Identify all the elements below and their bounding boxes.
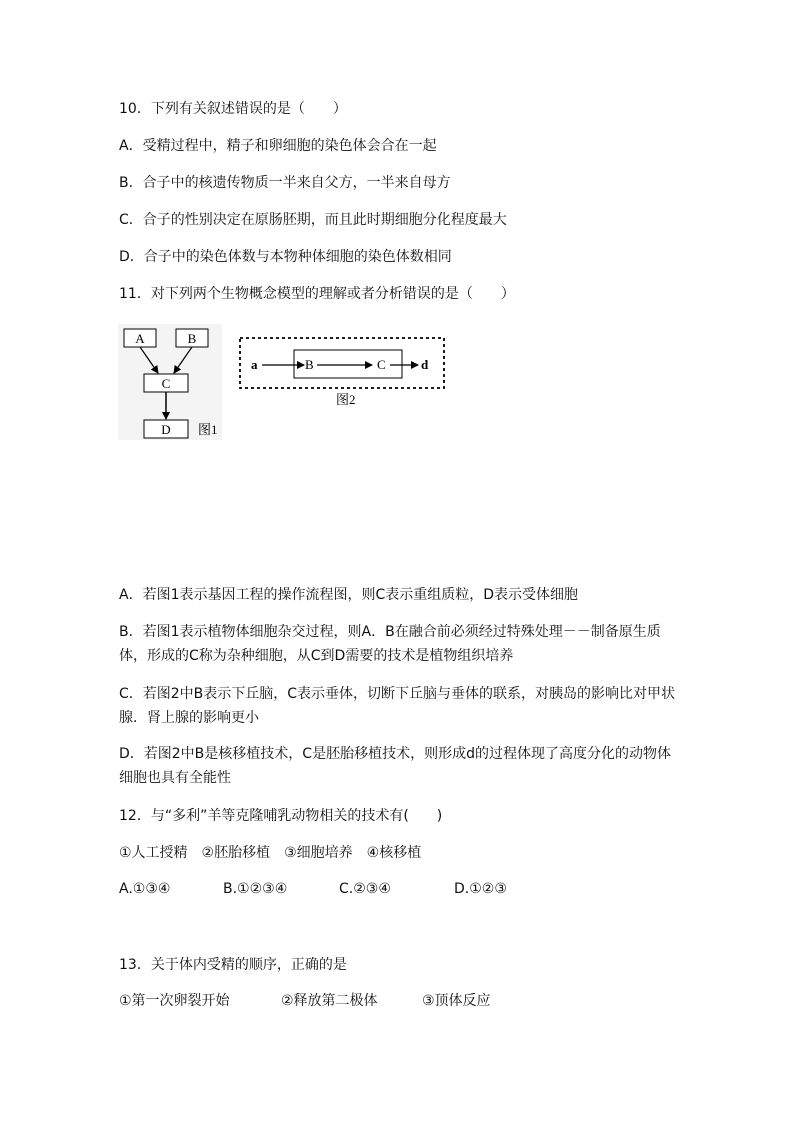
figure2-label-end: d	[421, 357, 429, 372]
q11-option-a: A．若图1表示基因工程的操作流程图，则C表示重组质粒，D表示受体细胞	[119, 587, 579, 603]
q12-option-c: C.②③④	[339, 881, 391, 897]
q10-option-d: D．合子中的染色体数与本物种体细胞的染色体数相同	[119, 249, 452, 265]
figure1-caption: 图1	[198, 422, 218, 437]
q13-stem: 13．关于体内受精的顺序，正确的是	[119, 957, 347, 973]
figure2-frame	[240, 338, 444, 388]
q12-items: ①人工授精 ②胚胎移植 ③细胞培养 ④核移植	[119, 845, 422, 861]
figure1-label-c: C	[161, 376, 171, 391]
figure1-label-b: B	[187, 331, 197, 346]
q12-option-a: A.①③④	[119, 881, 171, 897]
q12-stem: 12．与“多利”羊等克隆哺乳动物相关的技术有( )	[119, 808, 443, 824]
q10-option-b: B．合子中的核遗传物质一半来自父方，一半来自母方	[119, 175, 451, 191]
q13-item-1: ①第一次卵裂开始	[119, 993, 230, 1009]
figure2-label-start: a	[251, 357, 258, 372]
q11-option-d: D．若图2中B是核移植技术，C是胚胎移植技术，则形成d的过程体现了高度分化的动物体细胞也具有全能性	[119, 746, 671, 786]
q10-stem: 10．下列有关叙述错误的是（ ）	[119, 101, 347, 117]
q10-option-c: C．合子的性别决定在原肠胚期，而且此时期细胞分化程度最大	[119, 212, 507, 228]
concept-model-diagrams	[118, 324, 448, 442]
q12-option-b: B.①②③④	[223, 881, 288, 897]
q11-figures	[118, 324, 448, 446]
q11-option-c: C．若图2中B表示下丘脑，C表示垂体，切断下丘脑与垂体的联系，对胰岛的影响比对甲状腺．肾上腺的影响更小	[119, 686, 676, 726]
figure2-caption: 图2	[336, 392, 356, 407]
figure1-label-d: D	[161, 422, 171, 437]
q12-option-d: D.①②③	[454, 881, 507, 897]
q11-stem: 11．对下列两个生物概念模型的理解或者分析错误的是（ ）	[119, 286, 515, 302]
q13-item-2: ②释放第二极体	[281, 993, 378, 1009]
q10-option-a: A．受精过程中，精子和卵细胞的染色体会合在一起	[119, 138, 437, 154]
q11-option-b: B．若图1表示植物体细胞杂交过程，则A．B在融合前必须经过特殊处理－－制备原生质体，形成的C称为杂种细胞，从C到D需要的技术是植物组织培养	[119, 624, 661, 664]
figure1-label-a: A	[135, 331, 145, 346]
figure2-label-c: C	[377, 357, 386, 372]
q13-item-3: ③顶体反应	[422, 993, 491, 1009]
figure2-label-b: B	[305, 357, 314, 372]
